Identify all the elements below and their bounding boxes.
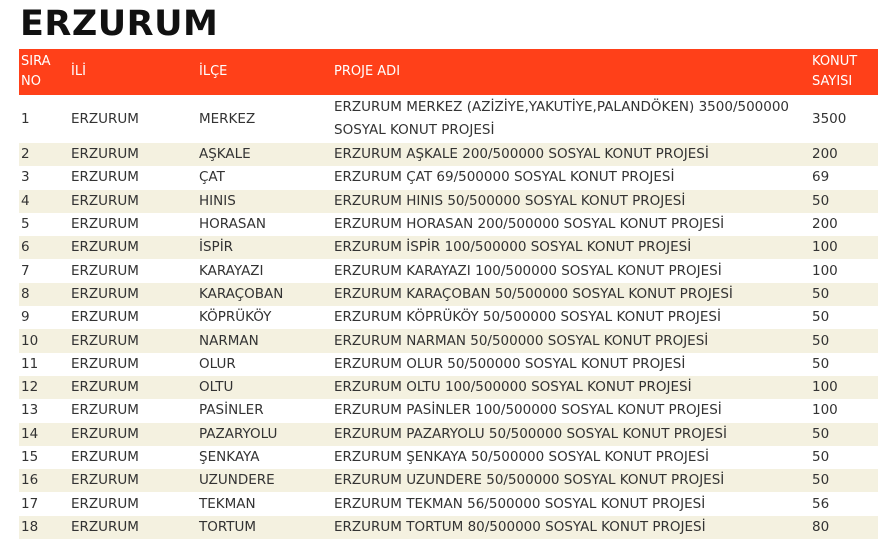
cell-ilce: KARAÇOBAN — [197, 283, 332, 306]
cell-konut-sayisi: 56 — [810, 492, 878, 515]
housing-projects-table — [19, 49, 878, 539]
table-row — [19, 329, 878, 352]
cell-sira-no: 7 — [19, 259, 69, 282]
cell-sira-no: 2 — [19, 143, 69, 166]
cell-ili: ERZURUM — [69, 166, 197, 189]
cell-ilce: HORASAN — [197, 213, 332, 236]
cell-konut-sayisi: 50 — [810, 283, 878, 306]
cell-proje-adi: ERZURUM ŞENKAYA 50/500000 SOSYAL KONUT PROJESİ — [332, 446, 810, 469]
cell-ili: ERZURUM — [69, 353, 197, 376]
header-proje-adi: PROJE ADI — [332, 49, 810, 95]
cell-ilce: MERKEZ — [197, 95, 332, 143]
table-row — [19, 306, 878, 329]
cell-sira-no: 13 — [19, 399, 69, 422]
cell-proje-adi: ERZURUM ÇAT 69/500000 SOSYAL KONUT PROJESİ — [332, 166, 810, 189]
table-row — [19, 190, 878, 213]
cell-sira-no: 3 — [19, 166, 69, 189]
table-row — [19, 95, 878, 143]
cell-sira-no: 15 — [19, 446, 69, 469]
header-ilce: İLÇE — [197, 49, 332, 95]
cell-konut-sayisi: 50 — [810, 469, 878, 492]
cell-ilce: TORTUM — [197, 516, 332, 539]
table-row — [19, 166, 878, 189]
page-title: ERZURUM — [20, 4, 219, 44]
cell-sira-no: 10 — [19, 329, 69, 352]
cell-ilce: KÖPRÜKÖY — [197, 306, 332, 329]
cell-proje-adi: ERZURUM HORASAN 200/500000 SOSYAL KONUT PROJESİ — [332, 213, 810, 236]
header-ili: İLİ — [69, 49, 197, 95]
cell-ilce: ŞENKAYA — [197, 446, 332, 469]
cell-proje-adi: ERZURUM OLTU 100/500000 SOSYAL KONUT PROJESİ — [332, 376, 810, 399]
cell-proje-adi: ERZURUM HINIS 50/500000 SOSYAL KONUT PROJESİ — [332, 190, 810, 213]
cell-proje-adi: ERZURUM KÖPRÜKÖY 50/500000 SOSYAL KONUT PROJESİ — [332, 306, 810, 329]
table-header — [19, 49, 878, 95]
cell-proje-adi: ERZURUM MERKEZ (AZİZİYE,YAKUTİYE,PALANDÖKEN) 3500/500000 SOSYAL KONUT PROJESİ — [332, 95, 810, 143]
cell-ilce: PAZARYOLU — [197, 423, 332, 446]
cell-proje-adi: ERZURUM OLUR 50/500000 SOSYAL KONUT PROJESİ — [332, 353, 810, 376]
cell-konut-sayisi: 50 — [810, 329, 878, 352]
cell-ili: ERZURUM — [69, 446, 197, 469]
cell-konut-sayisi: 80 — [810, 516, 878, 539]
cell-ilce: İSPİR — [197, 236, 332, 259]
table-row — [19, 376, 878, 399]
cell-konut-sayisi: 50 — [810, 353, 878, 376]
table-row — [19, 469, 878, 492]
cell-proje-adi: ERZURUM AŞKALE 200/500000 SOSYAL KONUT PROJESİ — [332, 143, 810, 166]
table-row — [19, 213, 878, 236]
table-row — [19, 492, 878, 515]
cell-ili: ERZURUM — [69, 259, 197, 282]
cell-sira-no: 18 — [19, 516, 69, 539]
table-row — [19, 236, 878, 259]
cell-ili: ERZURUM — [69, 95, 197, 143]
cell-ilce: TEKMAN — [197, 492, 332, 515]
cell-sira-no: 1 — [19, 95, 69, 143]
cell-sira-no: 6 — [19, 236, 69, 259]
cell-konut-sayisi: 100 — [810, 236, 878, 259]
cell-ilce: NARMAN — [197, 329, 332, 352]
cell-sira-no: 5 — [19, 213, 69, 236]
table-row — [19, 353, 878, 376]
cell-ilce: KARAYAZI — [197, 259, 332, 282]
cell-ili: ERZURUM — [69, 469, 197, 492]
cell-proje-adi: ERZURUM UZUNDERE 50/500000 SOSYAL KONUT PROJESİ — [332, 469, 810, 492]
table-row — [19, 423, 878, 446]
cell-ilce: UZUNDERE — [197, 469, 332, 492]
cell-sira-no: 4 — [19, 190, 69, 213]
cell-ilce: OLTU — [197, 376, 332, 399]
cell-proje-adi: ERZURUM İSPİR 100/500000 SOSYAL KONUT PROJESİ — [332, 236, 810, 259]
cell-ilce: AŞKALE — [197, 143, 332, 166]
cell-ili: ERZURUM — [69, 143, 197, 166]
cell-ili: ERZURUM — [69, 516, 197, 539]
cell-konut-sayisi: 50 — [810, 446, 878, 469]
cell-ili: ERZURUM — [69, 213, 197, 236]
cell-ili: ERZURUM — [69, 399, 197, 422]
cell-ilce: ÇAT — [197, 166, 332, 189]
cell-konut-sayisi: 100 — [810, 259, 878, 282]
cell-proje-adi: ERZURUM NARMAN 50/500000 SOSYAL KONUT PROJESİ — [332, 329, 810, 352]
table-row — [19, 446, 878, 469]
cell-konut-sayisi: 3500 — [810, 95, 878, 143]
cell-sira-no: 8 — [19, 283, 69, 306]
cell-proje-adi: ERZURUM KARAÇOBAN 50/500000 SOSYAL KONUT PROJESİ — [332, 283, 810, 306]
cell-sira-no: 12 — [19, 376, 69, 399]
header-konut-sayisi: KONUT SAYISI — [810, 49, 878, 95]
cell-sira-no: 14 — [19, 423, 69, 446]
cell-sira-no: 9 — [19, 306, 69, 329]
cell-konut-sayisi: 50 — [810, 306, 878, 329]
cell-ili: ERZURUM — [69, 283, 197, 306]
cell-ilce: HINIS — [197, 190, 332, 213]
cell-konut-sayisi: 100 — [810, 399, 878, 422]
cell-ili: ERZURUM — [69, 190, 197, 213]
cell-ili: ERZURUM — [69, 492, 197, 515]
cell-ilce: PASİNLER — [197, 399, 332, 422]
cell-sira-no: 17 — [19, 492, 69, 515]
cell-konut-sayisi: 50 — [810, 190, 878, 213]
cell-ili: ERZURUM — [69, 376, 197, 399]
cell-konut-sayisi: 200 — [810, 213, 878, 236]
table-body — [19, 95, 878, 539]
table-row — [19, 283, 878, 306]
cell-konut-sayisi: 69 — [810, 166, 878, 189]
cell-ilce: OLUR — [197, 353, 332, 376]
table-row — [19, 259, 878, 282]
table-header-row — [19, 49, 878, 95]
cell-konut-sayisi: 50 — [810, 423, 878, 446]
cell-sira-no: 16 — [19, 469, 69, 492]
cell-proje-adi: ERZURUM TORTUM 80/500000 SOSYAL KONUT PROJESİ — [332, 516, 810, 539]
cell-ili: ERZURUM — [69, 236, 197, 259]
cell-konut-sayisi: 100 — [810, 376, 878, 399]
table-row — [19, 399, 878, 422]
cell-sira-no: 11 — [19, 353, 69, 376]
cell-konut-sayisi: 200 — [810, 143, 878, 166]
cell-proje-adi: ERZURUM TEKMAN 56/500000 SOSYAL KONUT PROJESİ — [332, 492, 810, 515]
table-row — [19, 143, 878, 166]
cell-proje-adi: ERZURUM PAZARYOLU 50/500000 SOSYAL KONUT PROJESİ — [332, 423, 810, 446]
cell-proje-adi: ERZURUM KARAYAZI 100/500000 SOSYAL KONUT PROJESİ — [332, 259, 810, 282]
cell-ili: ERZURUM — [69, 423, 197, 446]
cell-proje-adi: ERZURUM PASİNLER 100/500000 SOSYAL KONUT PROJESİ — [332, 399, 810, 422]
cell-ili: ERZURUM — [69, 306, 197, 329]
header-sira-no: SIRA NO — [19, 49, 69, 95]
cell-ili: ERZURUM — [69, 329, 197, 352]
table-row — [19, 516, 878, 539]
